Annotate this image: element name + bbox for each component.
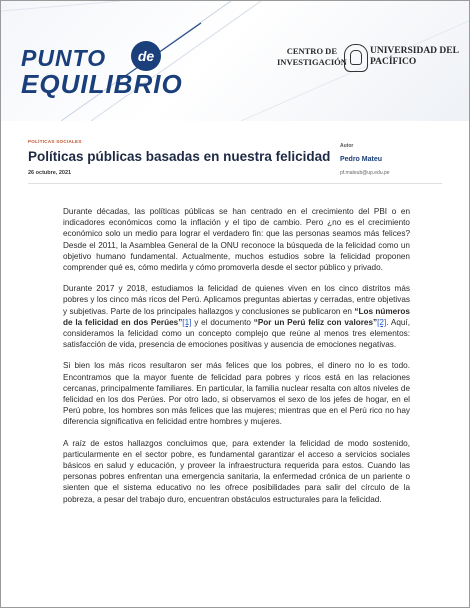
document-title-2: “Por un Perú feliz con valores” (253, 317, 378, 327)
centro-investigacion-label: CENTRO DE INVESTIGACIÓN (277, 46, 347, 67)
author-email[interactable]: pf.mateub@up.edu.pe (340, 170, 390, 176)
category-label: POLÍTICAS SOCIALES (28, 139, 82, 144)
paragraph-2-text-b: y el documento (191, 317, 254, 327)
author-label: Autor (340, 143, 354, 149)
article-body (63, 206, 410, 515)
article-title: Políticas públicas basadas en nuestra felicidad (28, 149, 331, 164)
universidad-label: UNIVERSIDAD DEL PACÍFICO (370, 46, 459, 67)
logo-equilibrio: EQUILIBRIO (21, 69, 183, 99)
university-seal-icon (344, 44, 368, 72)
document-title-1: “Los números de la felicidad en dos Perúes” (63, 306, 410, 327)
divider (28, 183, 442, 184)
paragraph-4: A raíz de estos hallazgos concluimos que, para extender la felicidad de modo sostenido, particularmente en el sector pobre, es fundamental garantizar el acceso a servicios sociales básicos en salud y educación, y proveer la infraestructura requerida para estos. Cuando las personas pobres enfrentan una emergencia sanitaria, la enfermedad crónica de un pariente o sienten que el sistema educativo no les ofrece posibilidades para salir del círculo de la pobreza, a pesar del trabajo duro, encuentran obstáculos estructurales para la felicidad. (63, 438, 410, 504)
logo-punto: PUNTO (21, 45, 107, 71)
paragraph-2 (63, 283, 410, 350)
article-date: 26 octubre, 2021 (28, 170, 72, 176)
footnote-link-2[interactable]: [2] (377, 317, 387, 327)
logo-de-badge: de (131, 41, 161, 71)
header-banner (1, 1, 469, 121)
footnote-link-1[interactable]: [1] (182, 317, 192, 327)
paragraph-3: Si bien los más ricos resultaron ser más felices que los pobres, el dinero no lo es todo. Encontramos que la mayor fuente de felicidad para pobres y ricos está en las relaciones cercanas, principalmente familiares. En particular, la familia nuclear resalta con altos niveles de felicidad en los dos Perúes. Por otro lado, si observamos el sexo de los jefes de hogar, en el Perú pobre, los hombres son más felices que las mujeres; mientras que en el Perú rico no hay diferencia significativa en felicidad entre hombres y mujeres. (63, 361, 410, 427)
paragraph-2-text-c: . Aquí, consideramos la felicidad como un concepto complejo que reúne al menos tres elementos: satisfacción de vida, presencia de emociones positivas y ausencia de emociones negativas. (63, 317, 411, 350)
paragraph-2-text-a: Durante 2017 y 2018, estudiamos la felicidad de quienes viven en los cinco distritos más pobres y los cinco más ricos del Perú. Aplicamos preguntas abiertas y cerradas, entre objetivas y subjetivas. Parte de los principales hallazgos y conclusiones se publicaron en (63, 284, 410, 316)
author-name[interactable]: Pedro Mateu (340, 156, 383, 163)
paragraph-1: Durante décadas, las políticas públicas se han centrado en el crecimiento del PBI o en indicadores económicos como la inflación y el tipo de cambio. Pero ¿no es el crecimiento económico solo un medio para lograr el verdadero fin: que las personas seamos más felices? Desde el 2011, la Asamblea General de la ONU reconoce la búsqueda de la felicidad como un objetivo humano fundamental. Actualmente, muchos estudios sobre la felicidad proponen comprender qué es, cómo medirla y cómo promoverla desde el sector público y privado. (63, 207, 410, 273)
